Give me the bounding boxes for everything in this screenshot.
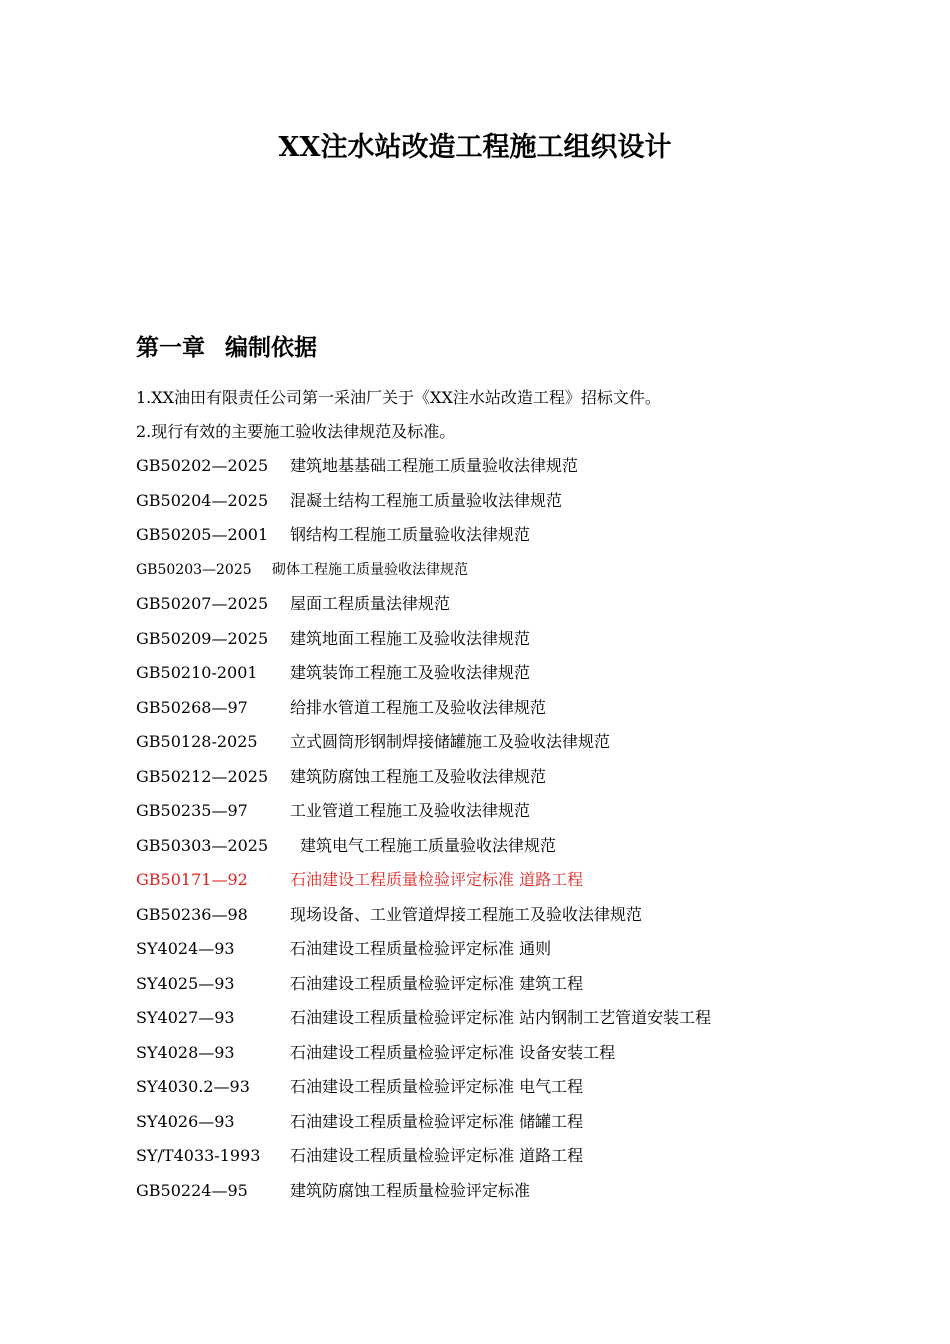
standard-code: GB50207—2025: [136, 594, 269, 613]
standard-name: 建筑地面工程施工及验收法律规范: [290, 628, 531, 648]
standard-name: 工业管道工程施工及验收法律规范: [290, 801, 531, 820]
standard-row: [136, 970, 856, 1005]
standard-row: [136, 694, 856, 729]
document-title: XX注水站改造工程施工组织设计: [278, 132, 672, 163]
standard-name: 石油建设工程质量检验评定标准 电气工程: [290, 1077, 584, 1096]
standard-code: SY4028—93: [136, 1042, 235, 1062]
standard-name: 建筑地基基础工程施工质量验收法律规范: [290, 456, 579, 475]
standard-code: SY4024—93: [136, 939, 235, 958]
standards-list: [136, 452, 856, 1211]
standard-code: SY4025—93: [136, 973, 235, 993]
standard-row: [136, 832, 856, 867]
standard-row: [136, 556, 856, 591]
chapter-title: 编制依据: [225, 335, 317, 361]
standard-name: 建筑防腐蚀工程施工及验收法律规范: [290, 766, 547, 786]
standard-name: 钢结构工程施工质量验收法律规范: [290, 525, 531, 544]
standard-code: GB50204—2025: [136, 490, 269, 510]
standard-name: 立式圆筒形钢制焊接储罐施工及验收法律规范: [290, 732, 611, 751]
standard-name: 石油建设工程质量检验评定标准 通则: [290, 939, 552, 958]
standard-code: GB50235—97: [136, 801, 248, 820]
standard-code: SY4027—93: [136, 1008, 235, 1027]
standard-code: SY4026—93: [136, 1111, 235, 1131]
standard-code: GB50303—2025: [136, 835, 269, 855]
standard-name: 给排水管道工程施工及验收法律规范: [290, 697, 547, 717]
standard-code: GB50236—98: [136, 904, 248, 924]
standard-name: 现场设备、工业管道焊接工程施工及验收法律规范: [290, 904, 643, 924]
standard-name: 建筑防腐蚀工程质量检验评定标准: [290, 1180, 531, 1200]
standard-row: [136, 590, 856, 625]
standard-row: [136, 1073, 856, 1108]
standard-row: [136, 625, 856, 660]
standard-row: [136, 1004, 856, 1039]
standard-name: 石油建设工程质量检验评定标准 建筑工程: [290, 973, 584, 993]
standard-code: GB50205—2001: [136, 525, 269, 544]
standard-name: 混凝土结构工程施工质量验收法律规范: [290, 490, 563, 510]
standard-row: [136, 1177, 856, 1212]
standard-name: 砌体工程施工质量验收法律规范: [272, 561, 468, 578]
chapter-number: 第一章: [136, 335, 205, 361]
standard-name: 石油建设工程质量检验评定标准 设备安装工程: [290, 1042, 616, 1062]
standard-row: [136, 797, 856, 832]
standard-row-highlighted: [136, 866, 856, 901]
standard-row: [136, 1108, 856, 1143]
standard-row: [136, 901, 856, 936]
standard-row: [136, 1142, 856, 1177]
standard-row: [136, 659, 856, 694]
standard-row: [136, 521, 856, 556]
standard-name: 石油建设工程质量检验评定标准 储罐工程: [290, 1111, 584, 1131]
standard-name: 建筑装饰工程施工及验收法律规范: [290, 663, 531, 682]
standard-code: SY4030.2—93: [136, 1077, 250, 1096]
standard-row: [136, 728, 856, 763]
standard-code: GB50224—95: [136, 1180, 248, 1200]
paragraph-1: 1.XX油田有限责任公司第一采油厂关于《XX注水站改造工程》招标文件。: [136, 388, 661, 407]
standard-code: GB50212—2025: [136, 766, 269, 786]
standard-code: GB50268—97: [136, 697, 248, 717]
standard-name: 石油建设工程质量检验评定标准 站内钢制工艺管道安装工程: [290, 1008, 712, 1027]
paragraph-2: 2.现行有效的主要施工验收法律规范及标准。: [136, 422, 456, 441]
standard-row: [136, 763, 856, 798]
standard-code: GB50171—92: [136, 870, 248, 889]
standard-name: 石油建设工程质量检验评定标准 道路工程: [290, 1146, 584, 1165]
standard-row: [136, 1039, 856, 1074]
standard-code: GB50210-2001: [136, 663, 258, 682]
standard-name: 石油建设工程质量检验评定标准 道路工程: [290, 870, 584, 889]
standard-row: [136, 452, 856, 487]
standard-name: 建筑电气工程施工质量验收法律规范: [300, 835, 557, 855]
chapter-heading: [136, 330, 317, 366]
standard-code: GB50209—2025: [136, 628, 269, 648]
standard-row: [136, 487, 856, 522]
standard-name: 屋面工程质量法律规范: [290, 594, 451, 613]
standard-code: GB50202—2025: [136, 456, 269, 475]
standard-row: [136, 935, 856, 970]
standard-code: SY/T4033-1993: [136, 1146, 261, 1165]
standard-code: GB50203—2025: [136, 561, 252, 578]
standard-code: GB50128-2025: [136, 732, 258, 751]
